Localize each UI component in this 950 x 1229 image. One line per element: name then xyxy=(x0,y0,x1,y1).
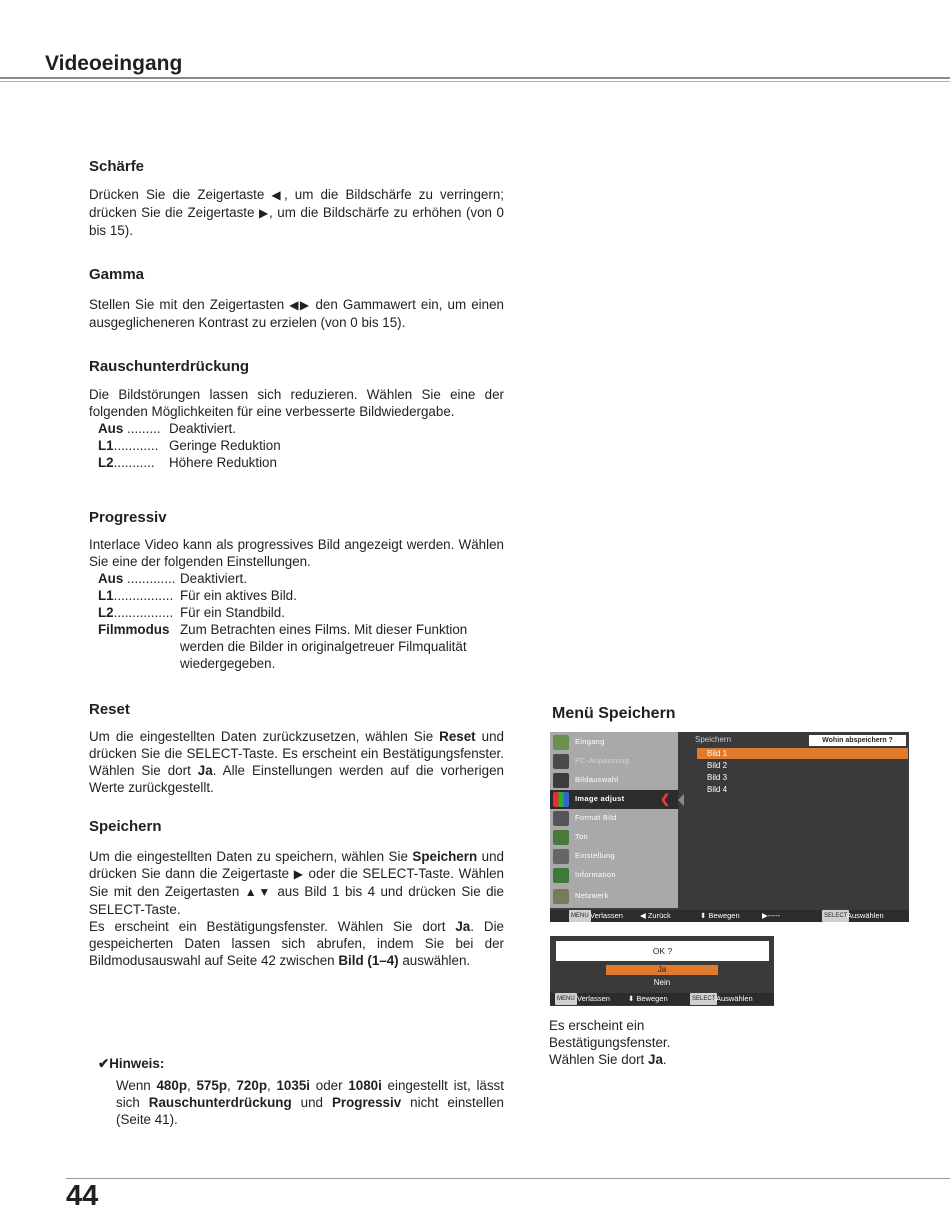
title-rule-thin xyxy=(0,81,950,82)
network-icon xyxy=(553,889,569,904)
sound-icon xyxy=(553,830,569,845)
paragraph-reset: Um die eingestellten Daten zurückzusetzen, wählen Sie Reset und drücken Sie die SELECT-Taste. Es erscheint ein Bestätigungsfenster. Wählen Sie dort Ja. Alle Einstellungen werden auf die vorherigen Werte zurückgestellt. xyxy=(89,729,504,795)
setting-icon xyxy=(553,849,569,864)
menu-item-image-adjust[interactable]: Image adjust ❮ xyxy=(550,790,678,809)
up-down-arrow-icon: ▲▼ xyxy=(244,885,272,899)
menu-item-netzwerk[interactable]: Netzwerk xyxy=(550,887,678,906)
footer-move: ⬍ Bewegen xyxy=(628,994,668,1003)
bild-item-4[interactable]: Bild 4 xyxy=(707,785,728,794)
heading-speichern: Speichern xyxy=(89,818,162,835)
submenu-header xyxy=(693,734,909,746)
dialog-question: OK ? xyxy=(556,941,769,961)
menu-item-ton[interactable]: Ton xyxy=(550,828,678,847)
select-key-tag: SELECT xyxy=(822,910,849,922)
footer-rule xyxy=(66,1178,950,1179)
option-filmmodus-desc-2: werden die Bilder in originalgetreuer Filmqualität xyxy=(180,639,467,654)
option-aus: Aus ......... xyxy=(98,421,161,436)
page-title: Videoeingang xyxy=(45,52,183,75)
title-rule xyxy=(0,77,950,79)
option-l2: L2................ xyxy=(98,605,174,620)
dialog-yes-button[interactable]: Ja xyxy=(606,965,718,975)
page-number: 44 xyxy=(66,1180,99,1212)
menu-item-einstellung[interactable]: Einstellung xyxy=(550,847,678,866)
menu-key-tag: MENU xyxy=(555,993,577,1005)
menu-item-information[interactable]: Information xyxy=(550,866,678,885)
footer-move: ⬍ Bewegen xyxy=(700,911,740,920)
select-key-tag: SELECT xyxy=(690,993,717,1005)
option-aus: Aus ............. xyxy=(98,571,176,586)
option-filmmodus-desc-1: Zum Betrachten eines Films. Mit dieser Funktion xyxy=(180,622,468,637)
option-aus-desc: Deaktiviert. xyxy=(169,421,236,436)
footer-exit: Verlassen xyxy=(577,994,610,1003)
note-title: ✔Hinweis: xyxy=(98,1056,165,1071)
note-paragraph: Wenn 480p, 575p, 720p, 1035i oder 1080i eingestellt ist, lässt sich Rauschunterdrückung und Progressiv nicht einstellen (Seite 41). xyxy=(116,1078,504,1127)
option-l1-desc: Für ein aktives Bild. xyxy=(180,588,297,603)
screen-icon xyxy=(553,811,569,826)
bild-item-2[interactable]: Bild 2 xyxy=(707,761,728,770)
menu-title: Menü Speichern xyxy=(552,705,676,722)
menu-key-tag: MENU xyxy=(569,910,591,922)
left-right-arrow-icon: ◀▶ xyxy=(289,298,311,312)
right-arrow-icon: ▶ xyxy=(293,867,304,881)
save-target-button[interactable]: Wohin abspeichern ? xyxy=(809,735,906,746)
bild-item-1[interactable]: Bild 1 xyxy=(697,748,908,759)
paragraph-rauschunterdrueckung: Die Bildstörungen lassen sich reduzieren. Wählen Sie eine der folgenden Möglichkeiten für eine verbesserte Bildwiedergabe. xyxy=(89,387,504,419)
pc-icon xyxy=(553,754,569,769)
osd-submenu xyxy=(693,732,909,908)
bild-item-3[interactable]: Bild 3 xyxy=(707,773,728,782)
footer-select: Auswählen xyxy=(716,994,753,1003)
footer-back: ◀ Zurück xyxy=(640,911,671,920)
option-l1: L1............ xyxy=(98,438,159,453)
left-arrow-icon: ◀ xyxy=(271,188,284,202)
option-filmmodus-desc-3: wiedergegeben. xyxy=(180,656,276,671)
menu-item-eingang[interactable]: Eingang xyxy=(550,733,678,752)
option-l2: L2........... xyxy=(98,455,155,470)
osd-main-menu xyxy=(550,732,678,908)
paragraph-schaerfe: Drücken Sie die Zeigertaste ◀, um die Bildschärfe zu verringern; drücken Sie die Zeigertaste ▶, um die Bildschärfe zu erhöhen (von 0 bis 15). xyxy=(89,187,504,238)
osd-footer xyxy=(550,910,909,922)
selection-arrow-icon: ❮ xyxy=(660,792,671,806)
footer-next: ▶----- xyxy=(762,911,781,920)
menu-item-bildauswahl[interactable]: Bildauswahl xyxy=(550,771,678,790)
picture-select-icon xyxy=(553,773,569,788)
confirm-dialog xyxy=(550,936,774,1006)
menu-item-pc-anpassung[interactable]: PC-Anpassung xyxy=(550,752,678,771)
paragraph-speichern: Um die eingestellten Daten zu speichern, wählen Sie Speichern und drücken Sie dann die Zeigertaste ▶ oder die SELECT-Taste. Wählen Sie mit den Zeigertasten ▲▼ aus Bild 1 bis 4 und drücken Sie die SELECT-Taste. Es erscheint ein Bestätigungsfenster. Wählen Sie dort Ja. Die gespeicherten Daten lassen sich abrufen, indem Sie bei der Bildmodusauswahl auf Seite 42 zwischen Bild (1–4) auswählen. xyxy=(89,849,505,968)
footer-select: Auswählen xyxy=(847,911,884,920)
right-arrow-icon: ▶ xyxy=(258,206,270,220)
option-l1-desc: Geringe Reduktion xyxy=(169,438,281,453)
heading-reset: Reset xyxy=(89,701,130,718)
dialog-caption: Es erscheint ein Bestätigungsfenster. Wählen Sie dort Ja. xyxy=(549,1018,671,1067)
submenu-title: Speichern xyxy=(695,735,732,744)
dialog-footer xyxy=(550,993,774,1005)
image-adjust-icon xyxy=(553,792,569,807)
paragraph-gamma: Stellen Sie mit den Zeigertasten ◀▶ den Gammawert ein, um einen ausgeglicheneren Kontrast zu erzielen (von 0 bis 15). xyxy=(89,297,504,330)
option-l1: L1................ xyxy=(98,588,174,603)
option-filmmodus: Filmmodus xyxy=(98,622,170,637)
information-icon xyxy=(553,868,569,883)
heading-progressiv: Progressiv xyxy=(89,509,167,526)
heading-gamma: Gamma xyxy=(89,266,145,283)
heading-rauschunterdrueckung: Rauschunterdrückung xyxy=(89,358,250,375)
option-l2-desc: Höhere Reduktion xyxy=(169,455,277,470)
osd-menu-speichern xyxy=(550,732,909,922)
input-icon xyxy=(553,735,569,750)
option-l2-desc: Für ein Standbild. xyxy=(180,605,285,620)
submenu-pointer xyxy=(678,794,684,806)
dialog-no-button[interactable]: Nein xyxy=(653,978,671,987)
heading-schaerfe: Schärfe xyxy=(89,158,145,175)
footer-exit: Verlassen xyxy=(590,911,623,920)
option-aus-desc: Deaktiviert. xyxy=(180,571,247,586)
menu-item-format-bild[interactable]: Format Bild xyxy=(550,809,678,828)
paragraph-progressiv: Interlace Video kann als progressives Bild angezeigt werden. Wählen Sie eine der folgenden Einstellungen. xyxy=(89,537,504,569)
